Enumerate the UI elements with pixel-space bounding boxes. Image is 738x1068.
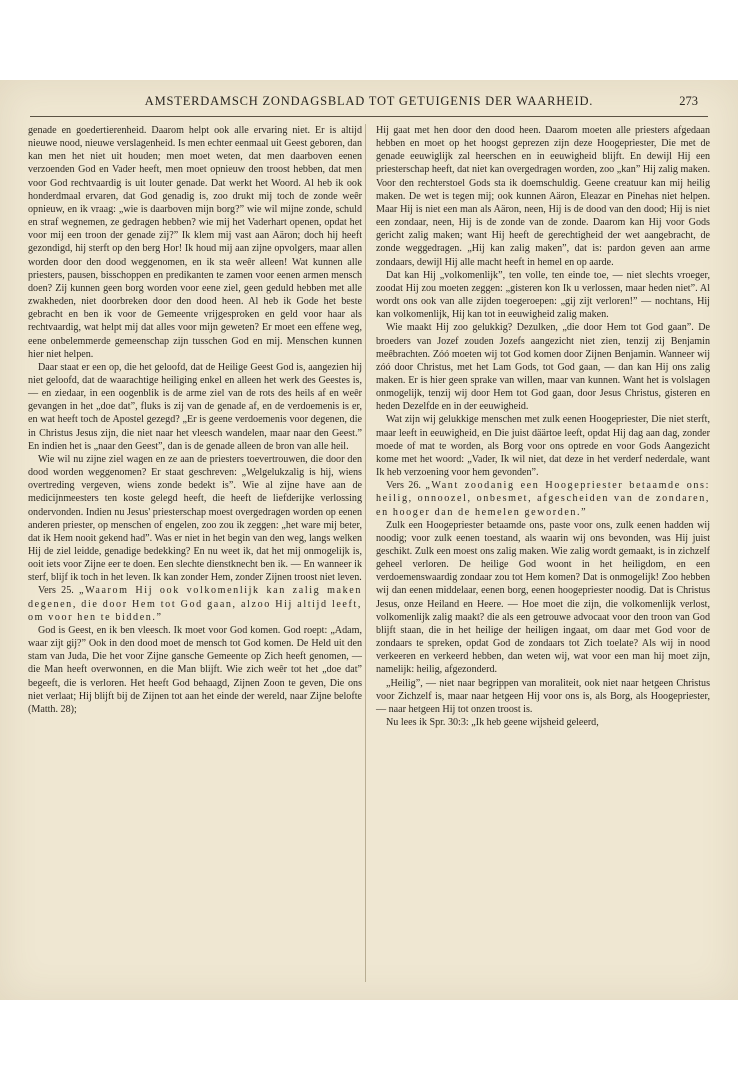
paragraph: Wie maakt Hij zoo gelukkig? Dezulken, „die door Hem tot God gaan”. De broeders van Jozef zouden Jozefs aangezicht niet zien, tenzij zij Benjamin meêbrachten. Zóó moeten wij tot God komen door Zijnen Benjamin. Wanneer wij zóó door Christus, met het Lam Gods, tot God gaan, — dan kan Hij ons zalig maken. Er is hier geen sprake van willen, maar van kunnen. Want het is volslagen onmogelijk, tenzij wij door Hem tot God gaan, door Jesus Christus, gisteren en heden Dezelfde en in der eeuwigheid.	[376, 322, 710, 413]
verse-paragraph	[28, 584, 362, 623]
paragraph: Wie wil nu zijne ziel wagen en ze aan de priesters toevertrouwen, die door den dood worden weggenomen? Er staat geschreven: „Welgelukzalig is hij, wiens overtreding vergeven, wiens zonde bedekt is”. Wie al zijne have aan de medicijnmeesters ten koste gelegd heeft, die heeft de liefderijke verlossing ondervonden. Indien nu Jesus' priesterschap moest overgedragen worden op eenen anderen priester, op menschen of engelen, zoo zou ik zeggen: „het ware mij beter, dat ik Hem nooit gekend had”. Was er niet in het begin van den weg, langs welken Hij de ziel leidde, genadige bedekking? En nu weet ik, dat het mij onmogelijk is, ooit iets voor Zijne eer te doen. Een slechte dienstknecht ben ik. — En wanneer ik sterf, blijf ik toch in het leven. Ik kan zonder Hem, zonder Zijnen troost niet leven.	[28, 453, 362, 584]
paragraph: Daar staat er een op, die het geloofd, dat de Heilige Geest God is, aangezien hij niet geloofd, dat de waarachtige heiliging enkel en alleen het werk des Geestes is, — en ziedaar, in een oogenblik is de arme ziel van de rots des heils af en weêr gevangen in het „doe dat”, fluks is zij van de genade af, en de verdoemenis is er, en wat heeft toch de Apostel gezegd? „Er is geene verdoemenis voor degenen, die in Christus Jesus zijn, die niet naar het vleesch wandelen, maar naar den Geest.” En indien het is „naar den Geest”, dan is de genade alleen de bron van alle heil.	[28, 361, 362, 452]
paragraph: „Heilig”, — niet naar begrippen van moraliteit, ook niet naar hetgeen Christus voor Zichzelf is, maar naar hetgeen Hij voor ons is, als Borg, als Hoogepriester, — naar hetgeen Hij tot onzen troost is.	[376, 677, 710, 715]
paragraph: genade en goedertierenheid. Daarom helpt ook alle ervaring niet. Er is altijd nieuwe nood, nieuwe verslagenheid. Is men echter eenmaal uit Geest geboren, dan kan men het niet uit houden; men moet weten, dat men daarboven eenen verzoenden God en Vader heeft, men moet opnieuw den troost hebben, dat men voor God rechtvaardig is uit louter genade. Dat werkt het Woord. Al heb ik ook honderdmaal ervaren, dat God genadig is, zoo drukt mij toch de zonde weêr opnieuw, en ik vraag: „wie is daarboven mijn borg?” wie wil mijne zonde, schuld en straf wegnemen, ze gedragen hebben? wie mij het Vaderhart openen, opdat het voor mij een troon der genade zij?” Ik klem mij vast aan Aäron; doch hij heeft gezondigd, hij sterft op den berg Hor! Ik houd mij aan zijne opvolgers, maar allen worden door den dood weggenomen, en ik sta weêr alleen! Wat kunnen alle priesters, pausen, bisschoppen en predikanten te zamen voor eenen armen mensch doen? Zij kunnen geen borg worden voor eene ziel, geen geduld hebben met alle zwakheden, niet doorbreken door den dood heen. Al heb ik Gode het beste gebracht en ben ik voor de Gemeente vrijgesproken en geld voor haar als rechtvaardig, wat helpt mij dat alles voor mijn geweten? Er moet een effene weg, eene onbelemmerde gemeenschap zijn tusschen God en mij. Menschen kunnen hier niet helpen.	[28, 125, 362, 360]
newspaper-page	[0, 80, 738, 1000]
verse-lead: Vers 26.	[386, 480, 421, 492]
page-number: 273	[679, 94, 698, 108]
paragraph: Nu lees ik Spr. 30:3: „Ik heb geene wijsheid geleerd,	[386, 717, 599, 729]
verse-text: „Waarom Hij ook volkomenlijk kan zalig maken degenen, die door Hem tot God gaan, alzoo Hij altijd leeft, om voor hen te bidden.”	[28, 585, 362, 623]
header-title: AMSTERDAMSCH ZONDAGSBLAD TOT GETUIGENIS DER WAARHEID.	[144, 94, 594, 108]
paragraph: God is Geest, en ik ben vleesch. Ik moet voor God komen. God roept: „Adam, waar zijt gij?” Ook in den dood moet de mensch tot God komen. De Held uit den stam van Juda, Die het voor Zijne gansche Gemeente op Zich heeft genomen, — die Man heeft overwonnen, en die Man blijft. Wie zich weêr tot het „doe dat” begeeft, die is verloren. Het heeft God behaagd, Zijnen Zoon te geven, Die ons niet verlaat; Hij blijft bij de Zijnen tot aan het einde der wereld, naar Zijne belofte (Matth. 28);	[28, 624, 362, 715]
paragraph: Wat zijn wij gelukkige menschen met zulk eenen Hoogepriester, Die niet sterft, maar leeft in eeuwigheid, en Die juist däärtoe leeft, opdat Hij dag aan dag, zonder moede of mat te worden, als Borg voor ons optrede en voor Gods Aangezicht kome met het woord: „Vader, Ik wil niet, dat deze in het verderf nederdale, want Ik heb verzoening voor hem gevonden”.	[376, 414, 710, 479]
running-header	[0, 94, 738, 112]
right-column	[376, 124, 710, 729]
paragraph: Dat kan Hij „volkomenlijk”, ten volle, ten einde toe, — niet slechts vroeger, zoodat Hij zou moeten zeggen: „gisteren kon Ik u verlossen, maar heden niet”. Al wordt ons ook van alle zijden toegeroepen: „gij zijt verloren!” — nochtans, Hij kan volkomenlijk, Hij kan tot in eeuwigheid zalig maken.	[376, 269, 710, 321]
column-divider	[365, 124, 366, 982]
left-column	[28, 124, 362, 716]
verse-lead: Vers 25.	[38, 585, 74, 597]
paragraph: Zulk een Hoogepriester betaamde ons, paste voor ons, zulk eenen hadden wij noodig; voor zulk eenen toestand, als waarin wij ons bevonden, was Hij juist geschikt. Zulk een moest ons zalig maken. Wie zalig wordt gemaakt, is in zichzelf geheel verloren. De heilige God woont in het heiligdom, en een verdoemenswaardig zondaar zou tot Hem komen? Dat is onmogelijk! Zoo hebben wij dan eenen middelaar, eenen borg, eenen hoogepriester noodig. Dat is Christus Jesus, onze Heiland en Heere. — Hoe moet die zijn, die volkomenlijk verlost, volkomenlijk zalig maakt? die als een getrouwe advocaat voor den troon van God blijft staan, die in het heilige der heiligen ingaat, om daar met God voor de zondaars te spreken, opdat God de zondaars tot Zich toelate? Als wij in nood verkeeren en verkeerd hebben, dan weten wij, wat voor een man hij moet zijn, namelijk: heilig, afgezonderd.	[376, 519, 710, 676]
verse-text: „Want zoodanig een Hoogepriester betaamde ons: heilig, onnoozel, onbesmet, afgescheiden van de zondaren, en hooger dan de hemelen geworden.”	[376, 480, 710, 518]
paragraph: Hij gaat met hen door den dood heen. Daarom moeten alle priesters afgedaan hebben en moet op het hoogst geprezen zijn deze Hoogepriester, Die met de genade eeuwiglijk zal heerschen en in eeuwigheid blijft. En dewijl Hij een priesterschap heeft, dat niet kan overgedragen worden, zoo „kan” Hij zalig maken. Voor den rechterstoel Gods sta ik doemschuldig. Geene creatuur kan mij heilig maken. De wet is tegen mij; ook kunnen Aäron, Eleazar en Pinehas niet helpen. Maar Hij is niet een man als Aäron, neen, Hij is de dood van den dood; Hij is niet een zondaar, neen, Hij is de zonde van de zonde. Daarom kan Hij voor Gods gericht zalig maken; want Hij heeft de gerechtigheid der wet aangebracht, de zonde weggedragen. „Hij kan zalig maken”, dat is: pardon geven aan arme zondaars, dewijl Hij alle macht heeft in hemel en op aarde.	[376, 125, 710, 268]
header-rule	[30, 116, 708, 117]
verse-paragraph	[376, 479, 710, 518]
